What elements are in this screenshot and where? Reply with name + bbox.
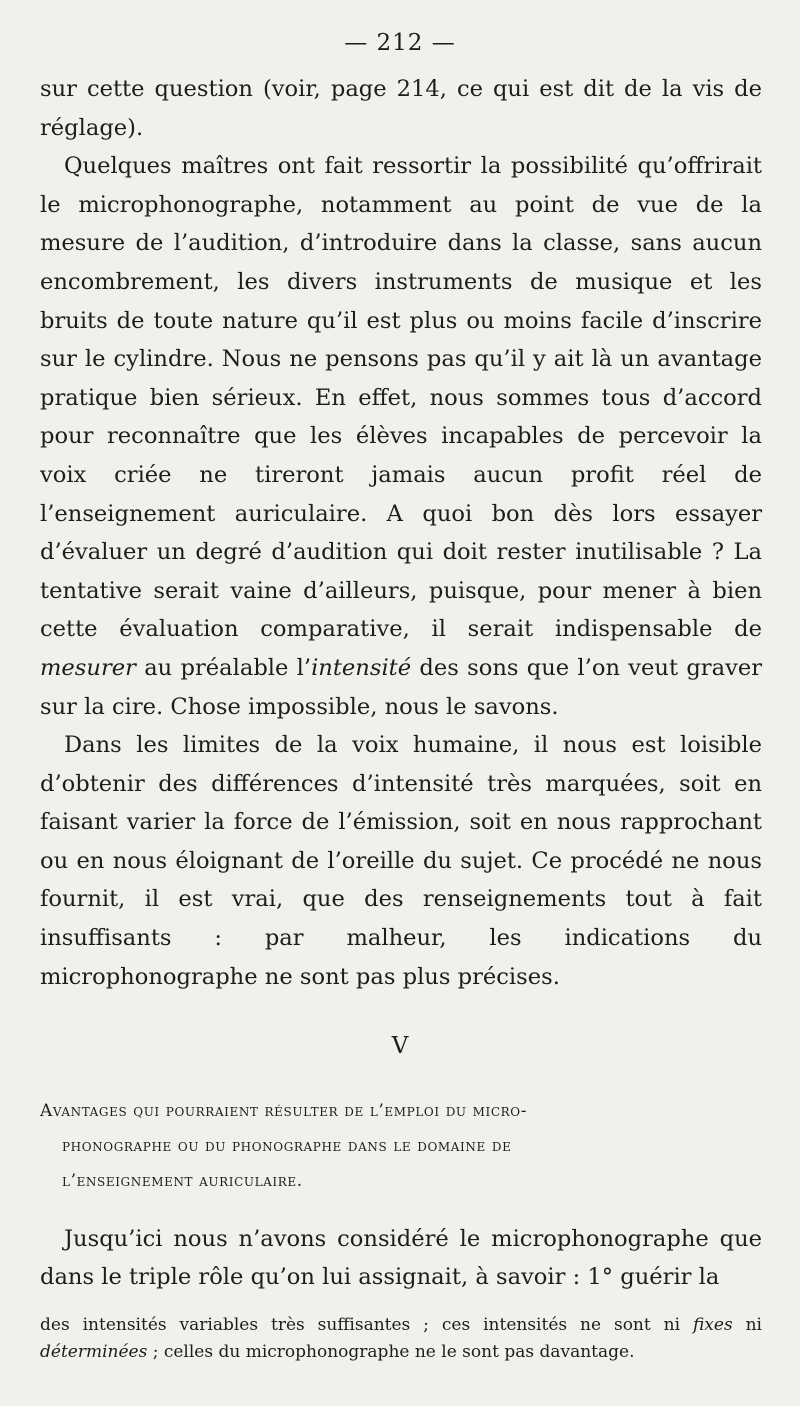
paragraph-2-text-c: des sons que l’on veut graver sur la cire. Chose impossible, nous le savons. xyxy=(40,654,763,720)
paragraph-1: sur cette question (voir, page 214, ce qui est dit de la vis de réglage). xyxy=(40,76,762,141)
footnote-paragraph xyxy=(40,1312,762,1366)
paragraph-2-text-b: au préalable l’ xyxy=(135,654,312,681)
footnote-italic-determinees: déterminées xyxy=(40,1342,148,1362)
paragraph-2-italic-intensite: intensité xyxy=(311,654,412,681)
paragraph-2 xyxy=(40,147,762,726)
page-number: — 212 — xyxy=(344,30,456,56)
main-text xyxy=(40,70,762,996)
paragraph-3: Dans les limites de la voix humaine, il nous est loisible d’obtenir des différences d’intensité très marquées, soit en faisant varier la force de l’émission, soit en nous rapprochant ou en nous éloignant de l’oreille du sujet. Ce procédé ne nous fournit, il est vrai, que des renseignements tout à fait insuffisants : par malheur, les indications du microphonographe ne sont pas plus précises. xyxy=(40,732,762,990)
continuation-paragraph: Jusqu’ici nous n’avons considéré le microphonographe que dans le triple rôle qu’on lui assignait, à savoir : 1° guérir la xyxy=(40,1226,762,1290)
section-title xyxy=(40,1094,762,1199)
paragraph-2-text-a: Quelques maîtres ont fait ressortir la possibilité qu’offrirait le microphonographe, notamment au point de vue de la mesure de l’audition, d’introduire dans la classe, sans aucun encombrement, les divers instruments de musique et les bruits de toute nature qu’il est plus ou moins facile d’inscrire sur le cylindre. Nous ne pensons pas qu’il y ait là un avantage pratique bien sérieux. En effet, nous sommes tous d’accord pour reconnaître que les élèves incapables de percevoir la voix criée ne tireront jamais aucun profit réel de l’enseignement auriculaire. A quoi bon dès lors essayer d’évaluer un degré d’audition qui doit rester inutilisable ? La tentative serait vaine d’ailleurs, puisque, pour mener à bien cette évaluation comparative, il serait indispensable de xyxy=(40,153,762,643)
footnote-text-b: ni xyxy=(732,1315,762,1335)
section-title-line-3: l’enseignement auriculaire. xyxy=(62,1171,303,1191)
footnote-text-c: ; celles du microphonographe ne le sont pas davantage. xyxy=(147,1342,635,1362)
footnote xyxy=(40,1312,762,1366)
section-numeral: V xyxy=(391,1033,409,1059)
continuation-text xyxy=(40,1220,762,1296)
section-title-line-1: Avantages qui pourraient résulter de l’emploi du micro- xyxy=(40,1101,528,1121)
paragraph-2-italic-mesurer: mesurer xyxy=(40,654,136,681)
footnote-italic-fixes: fixes xyxy=(692,1315,733,1335)
footnote-text-a: des intensités variables très suffisantes ; ces intensités ne sont ni xyxy=(40,1315,693,1335)
section-title-line-2: phonographe ou du phonographe dans le domaine de xyxy=(62,1136,512,1156)
